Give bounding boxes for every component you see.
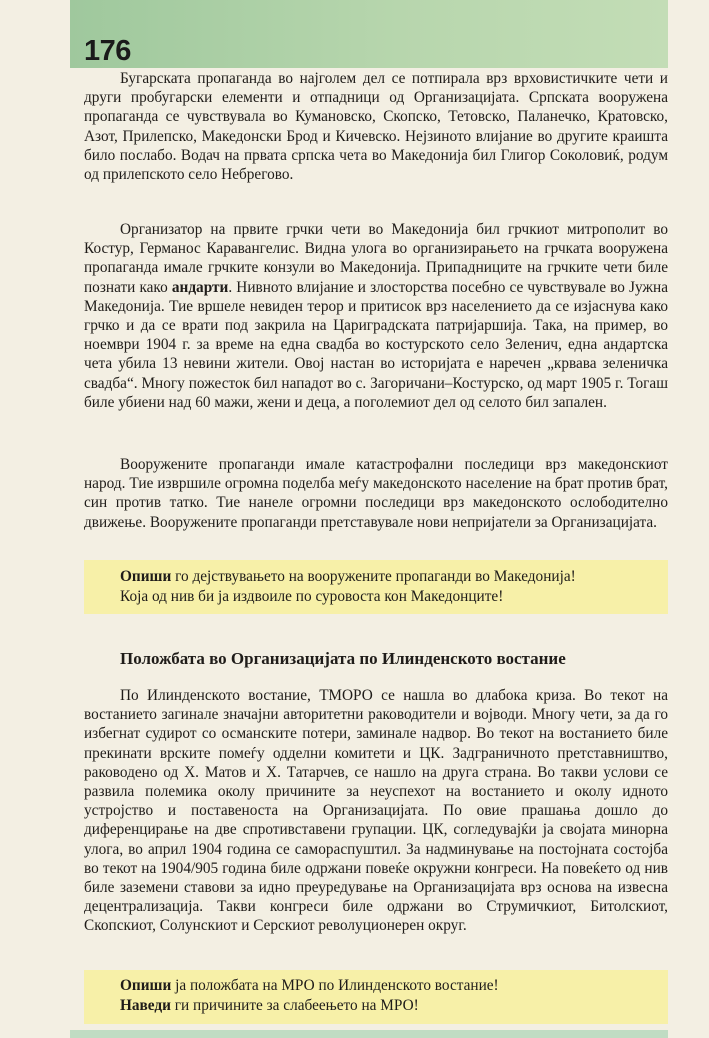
task-box-propaganda (84, 560, 668, 614)
task-box-mro (84, 970, 668, 1024)
task-text: ги причините за слабеењето на МРО! (170, 997, 419, 1014)
paragraph-text: . Нивното влијание и злосторства посебно се чувствувале во Јужна Македонија. Тие вршеле невиден терор и притисок врз населението да се изјаснува како грчко и да се врати под закрила на Цариградската патријаршија. Така, на пример, во ноември 1904 г. за време на една свадба во костурското село Зеленич, една андартска чета убила 13 невини жители. Овој настан во историјата е наречен „крвава зеленичка свадба“. Многу пожесток бил нападот во с. Загоричани–Костурско, од март 1905 г. Тогаш биле убиени над 60 мажи, жени и деца, а поголемиот дел од селото бил запален. (84, 278, 668, 411)
page-number: 176 (84, 35, 131, 67)
task-text: го дејствувањето на вооружените пропаганди во Македонија! (171, 568, 576, 585)
task-text: ја положбата на МРО по Илинденското востание! (171, 977, 499, 994)
task-line (84, 996, 668, 1016)
task-line (84, 970, 668, 996)
section-heading: Положбата во Организацијата по Илинденското востание (120, 649, 566, 668)
term-andarti: андарти (171, 278, 229, 296)
task-verb: Опиши (120, 977, 172, 994)
paragraph-greek-propaganda (84, 220, 668, 412)
page-footer-bar (70, 1030, 668, 1038)
task-line (84, 560, 668, 587)
task-verb: Опиши (120, 568, 172, 585)
paragraph-text: Организатор на првите грчки чети во Македонија бил грчкиот митрополит во Костур, Германос Каравангелис. Видна улога во организирањето на грчката вооружена пропаганда имале грчките конзули во Македонија. Припадниците на грчките чети биле познати како (84, 221, 668, 296)
paragraph-organization-crisis: По Илинденското востание, ТМОРО се нашла во длабока криза. Во текот на востанието загинале значајни авторитетни раководители и војводи. Многу чети, за да го избегнат судирот со османските потери, заминале надвор. Во текот на востанието биле прекинати врските помеѓу одделни комитети и ЦК. Задграничното претставништво, раководено од Х. Матов и Х. Татарчев, се нашло на друга страна. Во такви услови се развила полемика околу причините за неуспехот на востанието и околу идното устројство и поставеноста на Организацијата. По овие прашања дошло до диференцирање на две спротивставени групации. ЦК, согледувајќи ја својата минорна улога, во април 1904 година се самораспуштил. За надминување на постојната состојба во текот на 1904/905 година биле одржани повеќе окружни конгреси. На повеќето од нив биле заземени ставови за идно преуредување на Организацијата врз основа на извесна децентрализација. Такви конгреси биле одржани во Струмичкиот, Битолскиот, Скопскиот, Солунскиот и Серскиот револуционерен округ. (84, 687, 668, 935)
page-header-bar (70, 0, 668, 68)
task-line: Која од нив би ја издвоиле по суровоста кон Македонците! (120, 588, 504, 605)
paragraph-consequences: Вооружените пропаганди имале катастрофални последици врз македонскиот народ. Тие извршиле огромна поделба меѓу македонското население на брат против брат, син против татко. Тие нанеле огромни последици врз македонското ослободително движење. Вооружените пропаганди претставувале нови непријатели за Организацијата. (84, 456, 668, 531)
task-verb: Наведи (120, 997, 171, 1014)
paragraph-bulgarian-serbian-propaganda: Бугарската пропаганда во најголем дел се потпирала врз врховистичките чети и други пробугарски елементи и отпадници од Организацијата. Српската вооружена пропаганда се чувствувала во Кумановско, Скопско, Тетовско, Паланечко, Кратовско, Азот, Прилепско, Македонски Брод и Кичевско. Нејзиното влијание во другите краишта било послабо. Водач на првата српска чета во Македонија бил Глигор Соколовиќ, родум од прилепското село Небрегово. (84, 70, 668, 184)
